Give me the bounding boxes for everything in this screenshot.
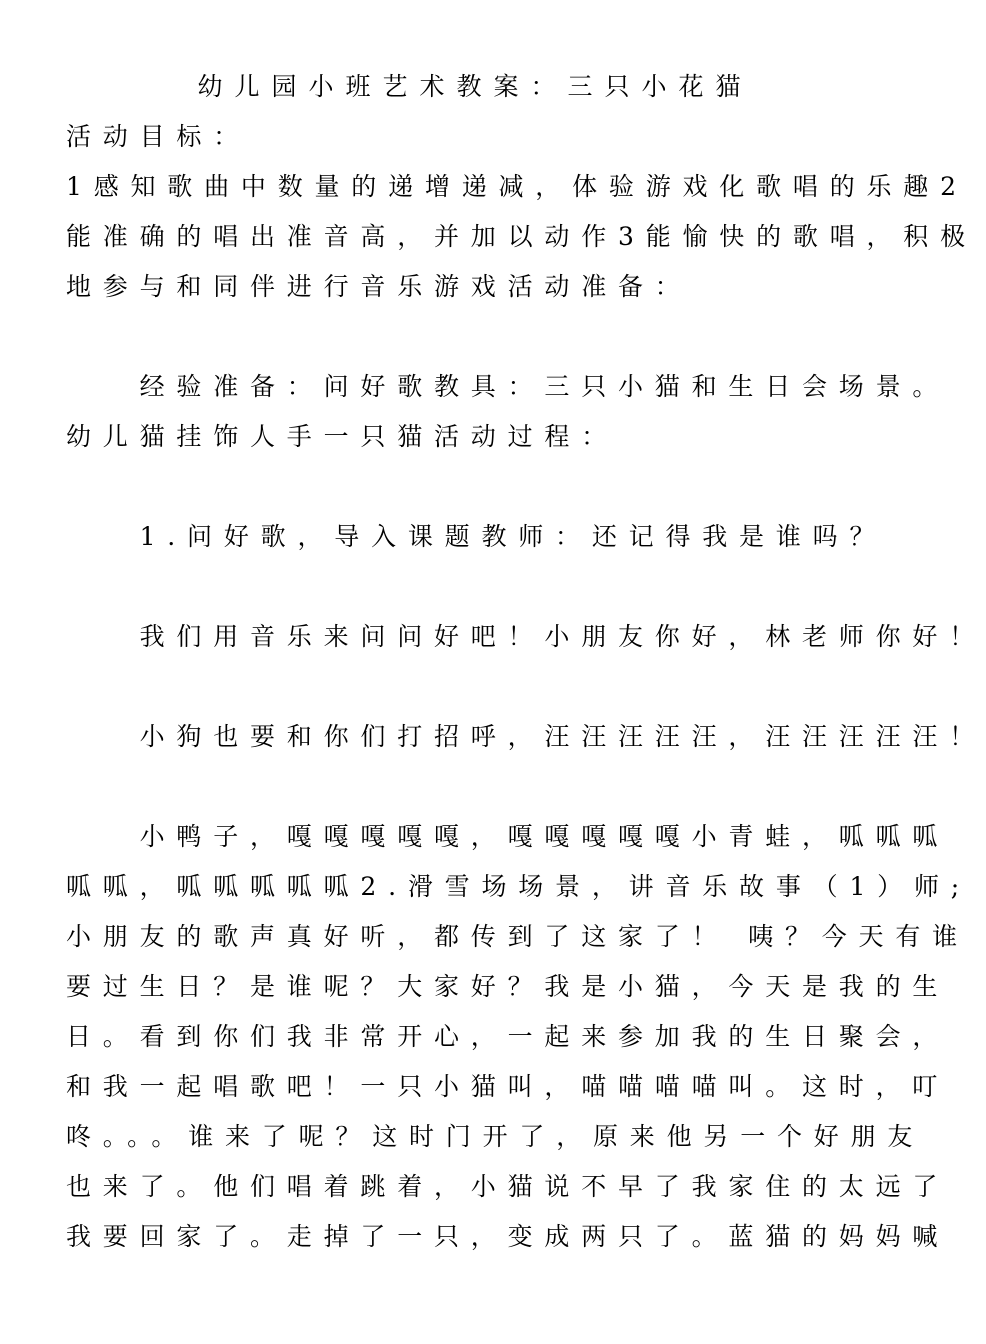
section-puppy-paragraph — [66, 712, 986, 762]
section-preparation-paragraph — [66, 362, 950, 462]
text-line: 也来了。他们唱着跳着，小猫说不早了我家住的太远了 — [66, 1172, 950, 1201]
section-greeting-paragraph — [66, 612, 986, 662]
text-line: 呱呱，呱呱呱呱呱2.滑雪场场景，讲音乐故事（1）师; — [66, 872, 971, 901]
text-line: 1感知歌曲中数量的递增递减，体验游戏化歌唱的乐趣2 — [66, 172, 968, 201]
section-goals-paragraph — [66, 162, 977, 312]
text-line: 小鸭子，嘎嘎嘎嘎嘎，嘎嘎嘎嘎嘎小青蛙，呱呱呱 — [66, 822, 950, 851]
section-step-1-paragraph — [66, 512, 887, 562]
text-line: 能准确的唱出准音高，并加以动作3能愉快的歌唱，积极 — [66, 222, 977, 251]
text-line: 咚。。。谁来了呢？这时门开了，原来他另一个好朋友 — [66, 1122, 925, 1151]
text-line: 日。看到你们我非常开心，一起来参加我的生日聚会， — [66, 1022, 950, 1051]
document-title: 幼儿园小班艺术教案：三只小花猫 — [197, 72, 753, 101]
section-story-paragraph — [66, 812, 971, 1262]
text-line: 地参与和同伴进行音乐游戏活动准备： — [66, 272, 692, 301]
text-line: 幼儿猫挂饰人手一只猫活动过程： — [66, 422, 619, 451]
text-line: 要过生日？是谁呢？大家好？我是小猫，今天是我的生 — [66, 972, 950, 1001]
text-line: 1.问好歌，导入课题教师：还记得我是谁吗？ — [66, 522, 887, 551]
text-line: 我要回家了。走掉了一只，变成两只了。蓝猫的妈妈喊 — [66, 1222, 950, 1251]
section-activity-goals-heading — [66, 112, 882, 162]
text-line: 活动目标： — [66, 122, 251, 151]
text-line: 经验准备：问好歌教具：三只小猫和生日会场景。 — [66, 372, 950, 401]
text-line: 和我一起唱歌吧！一只小猫叫，喵喵喵喵叫。这时，叮 — [66, 1072, 950, 1101]
text-line: 小狗也要和你们打招呼，汪汪汪汪汪，汪汪汪汪汪！ — [66, 722, 986, 751]
text-line: 小朋友的歌声真好听，都传到了这家了！ 咦？今天有谁 — [66, 922, 969, 951]
text-line: 我们用音乐来问问好吧！小朋友你好，林老师你好！ — [66, 622, 986, 651]
